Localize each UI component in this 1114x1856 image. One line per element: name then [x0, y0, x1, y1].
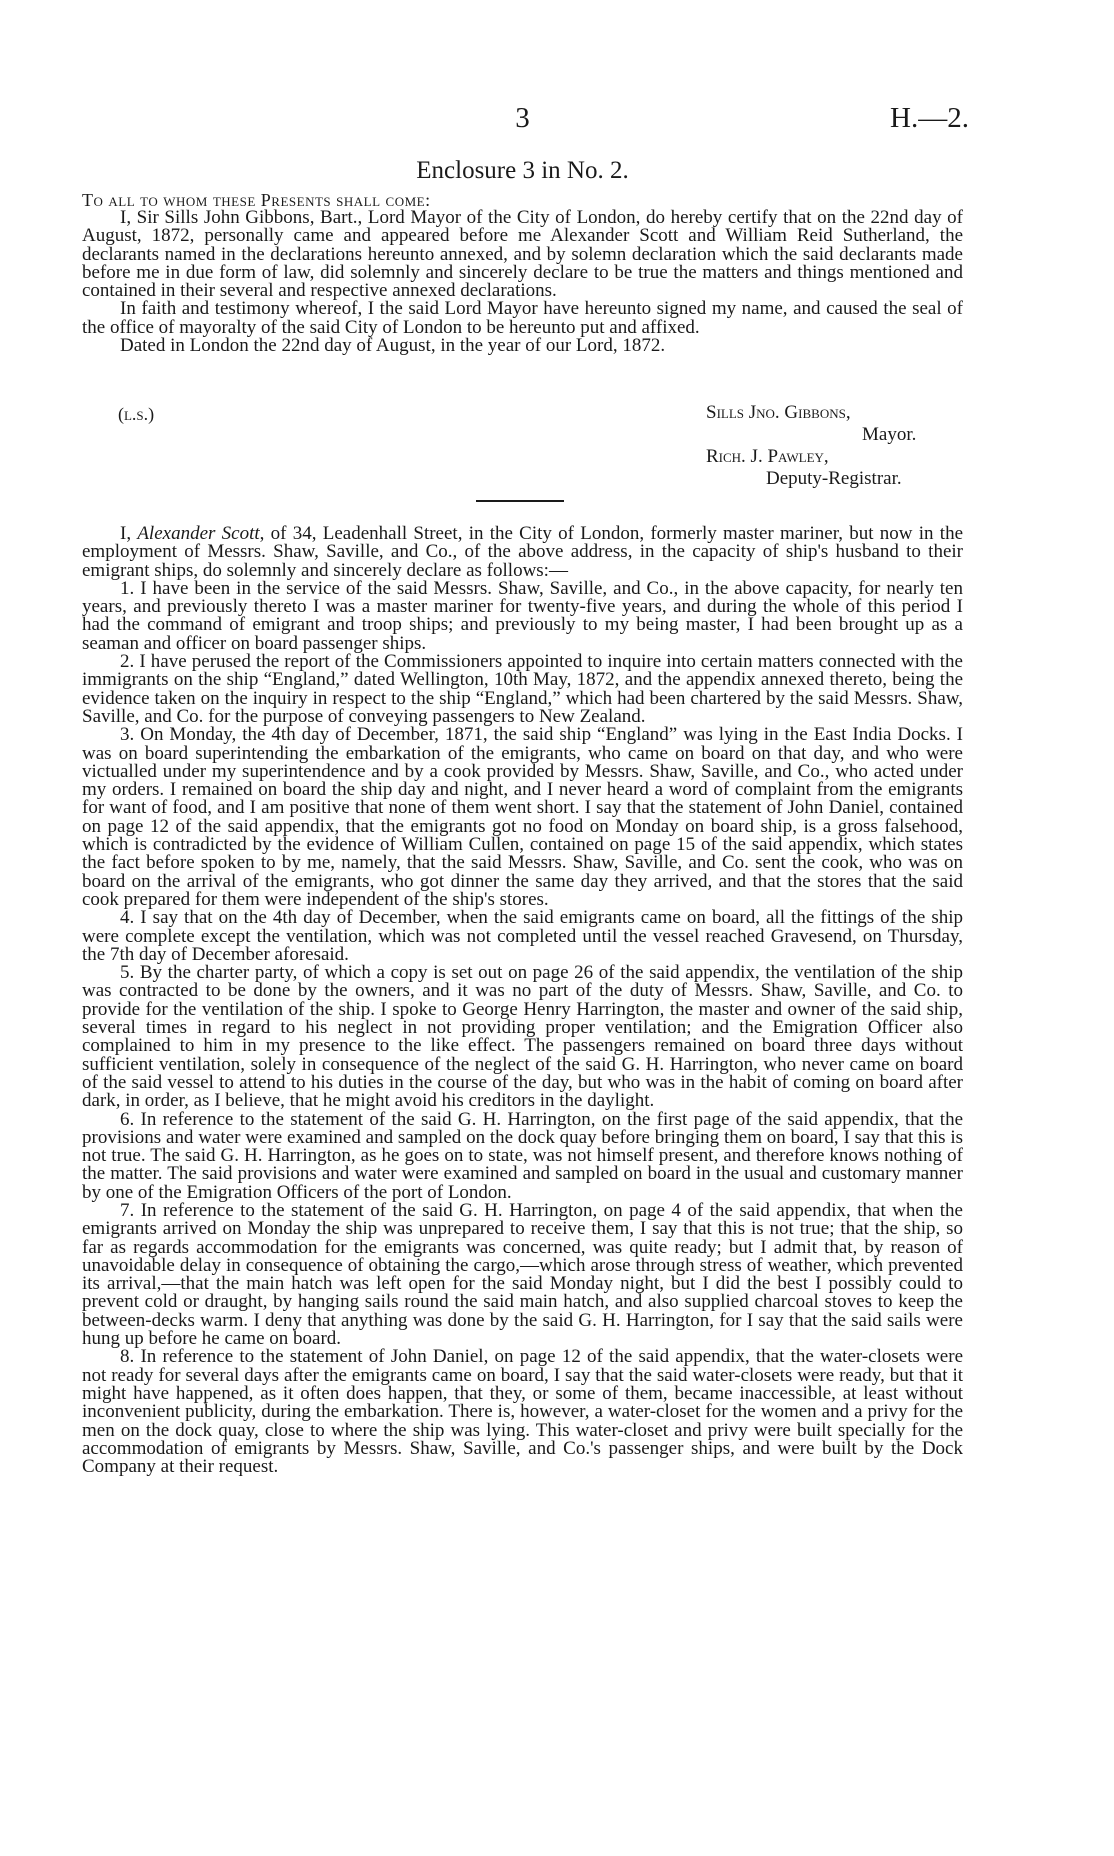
salutation: To all to whom these Presents shall come: [82, 190, 431, 210]
certificate-body: I, Sir Sills John Gibbons, Bart., Lord Mayor of the City of London, do hereby certify that on the 22nd day of August, 1872, personally came and appeared before me Alexander Scott and William Reid Sutherland, the declarants named in the declarations hereunto annexed, and by solemn declaration which the said declarants made before me in due form of law, did solemnly and sincerely declare to be true the matters and things mentioned and contained in their several and respective annexed declarations. [82, 207, 963, 302]
certificate-dated: Dated in London the 22nd day of August, in the year of our Lord, 1872. [120, 335, 666, 357]
declaration-paragraph: 4. I say that on the 4th day of December, when the said emigrants came on board, all the fittings of the ship were complete except the ventilation, which was not completed until the vessel reached Gravesend, on Thursday, the 7th day of December aforesaid. [82, 907, 963, 965]
signer-2-title: Deputy-Registrar. [766, 468, 902, 489]
declaration-paragraph: 6. In reference to the statement of the said G. H. Harrington, on the first page of the said appendix, that the provisions and water were examined and sampled on the dock quay before bringing them on board, I say that this is not true. The said G. H. Harrington, as he goes on to state, was not himself present, and therefore knows nothing of the matter. The said provisions and water were examined and sampled on board in the usual and customary manner by one of the Emigration Officers of the port of London. [82, 1108, 963, 1203]
signer-2-name: Rich. J. Pawley, [706, 446, 829, 467]
certificate-testimony: In faith and testimony whereof, I the said Lord Mayor have hereunto signed my name, and caused the seal of the office of mayoralty of the said City of London to be hereunto put and affixed. [82, 298, 963, 338]
declaration-paragraph: 1. I have been in the service of the said Messrs. Shaw, Saville, and Co., in the above capacity, for nearly ten years, and previously thereto I was a master mariner for twenty-five years, and during the whole of this period I had the command of emigrant and troop ships; and previously to my being master, I had been brought up as a seaman and officer on board passenger ships. [82, 577, 963, 654]
seal-mark: (l.s.) [118, 404, 155, 424]
section-divider [476, 500, 564, 502]
enclosure-title: Enclosure 3 in No. 2. [416, 157, 629, 184]
declaration-paragraph: 2. I have perused the report of the Commissioners appointed to inquire into certain matters connected with the immigrants on the ship “England,” dated Wellington, 10th May, 1872, and the appendix annexed thereto, being the evidence taken on the inquiry in respect to the ship “England,” which had been chartered by the said Messrs. Shaw, Saville, and Co. for the purpose of conveying passengers to New Zealand. [82, 651, 963, 727]
certificate-text [82, 209, 963, 355]
page-number: 3 [515, 102, 530, 134]
declaration-paragraph: 5. By the charter party, of which a copy is set out on page 26 of the said appendix, the ventilation of the ship was contracted to be done by the owners, and it was no part of the duty of Messrs. Shaw, Saville, and Co. to provide for the ventilation of the ship. I spoke to George Henry Harrington, the master and owner of the said ship, several times in regard to his neglect in not providing proper ventilation; and the Emigration Officer also complained to him in my presence to the like effect. The passengers remained on board three days without sufficient ventilation, solely in consequence of the neglect of the said G. H. Harrington, who never came on board of the said vessel to attend to his duties in the course of the day, but who was in the habit of coming on board after dark, in order, as I believe, that he might avoid his creditors in the daylight. [82, 962, 963, 1112]
declaration-paragraph: 3. On Monday, the 4th day of December, 1871, the said ship “England” was lying in the East India Docks. I was on board superintending the embarkation of the emigrants, who came on board on that day, and who were victualled under my superintendence and by a cook provided by Messrs. Shaw, Saville, and Co., who acted under my orders. I remained on board the ship day and night, and I never heard a word of complaint from the emigrants for want of food, and I am positive that none of them went short. I say that the statement of John Daniel, contained on page 12 of the said appendix, that the emigrants got no food on Monday on board ship, is a gross falsehood, which is contradicted by the evidence of William Cullen, contained on page 15 of the said appendix, which states the fact before spoken to by me, namely, that the said Messrs. Shaw, Saville, and Co. sent the cook, who was on board on the arrival of the emigrants, who got dinner the same day they arrived, and that the stores that the said cook prepared for them were independent of the ship's stores. [82, 724, 963, 910]
declaration-intro [82, 525, 963, 580]
signer-1-title: Mayor. [862, 424, 917, 445]
signer-1-name: Sills Jno. Gibbons, [706, 402, 851, 423]
declaration-paragraph: 7. In reference to the statement of the said G. H. Harrington, on page 4 of the said appendix, that when the emigrants arrived on Monday the ship was unprepared to receive them, I say that this is not true; that the ship, so far as regards accommodation for the emigrants was concerned, was quite ready; but I admit that, by reason of unavoidable delay in consequence of obtaining the cargo,—which arose through stress of weather, which prevented its arrival,—that the main hatch was left open for the said Monday night, but I did the best I possibly could to prevent cold or draught, by hanging sails round the said main hatch, and also supplied charcoal stoves to keep the between-decks warm. I deny that anything was done by the said G. H. Harrington, for I say that the said sails were hung up before he came on board. [82, 1199, 963, 1350]
declaration-text [82, 525, 963, 1476]
declaration-paragraph: 8. In reference to the statement of John Daniel, on page 12 of the said appendix, that the water-closets were not ready for several days after the emigrants came on board, I say that the said water-closets were ready, but that it might have happened, as it often does happen, that they, or some of them, became inaccessible, at least without inconvenient publicity, during the embarkation. There is, however, a water-closet for the women and a privy for the men on the dock quay, close to where the ship was lying. This water-closet and privy were built specially for the accommodation of emigrants by Messrs. Shaw, Saville, and Co.'s passenger ships, and were built by the Dock Company at their request. [82, 1346, 963, 1478]
intro-post: , of 34, Leadenhall Street, in the City of London, formerly master mariner, but now in the employment of Messrs. Shaw, Saville, and Co., of the above address, in the capacity of ship's husband to their emigrant ships, do solemnly and sincerely declare as follows:— [82, 523, 963, 581]
declarant-name: Alexander Scott [137, 523, 260, 544]
intro-pre: I, [120, 523, 138, 544]
document-code: H.—2. [890, 102, 969, 134]
